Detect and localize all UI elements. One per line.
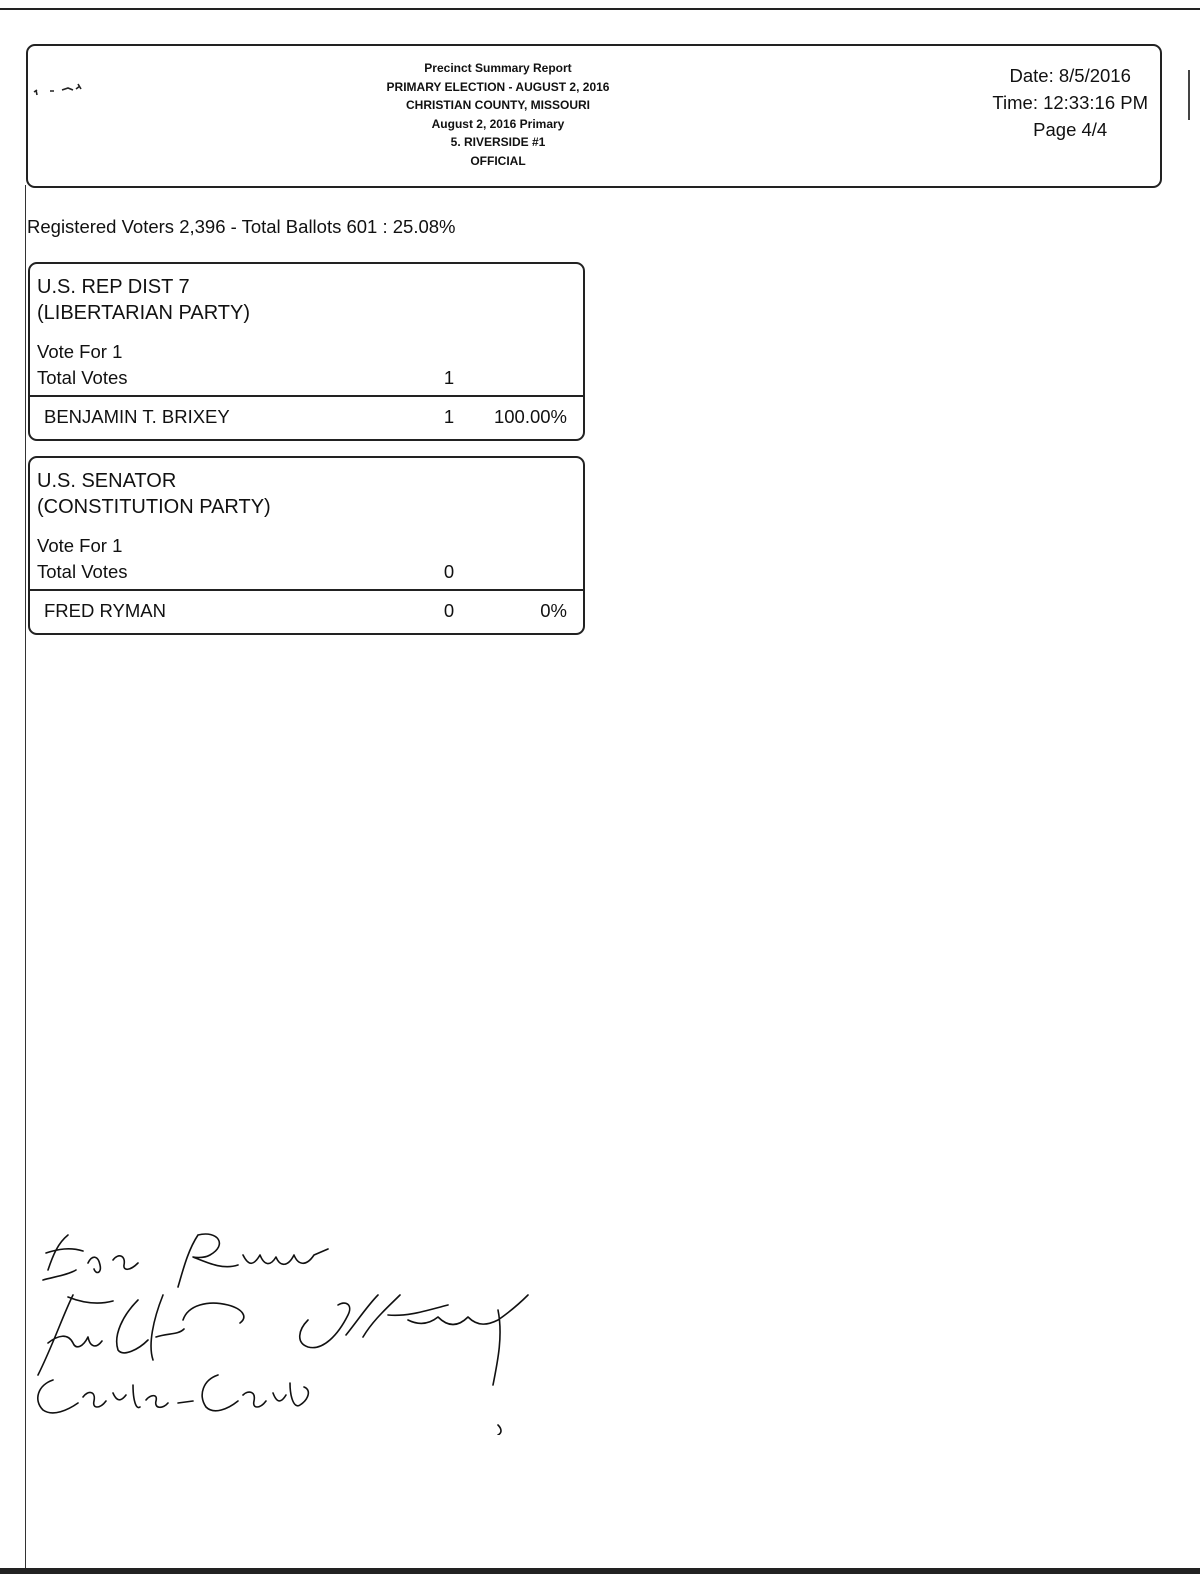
race-party: (LIBERTARIAN PARTY) (37, 302, 251, 324)
race-title (37, 468, 271, 520)
candidate-name: FRED RYMAN (44, 600, 166, 621)
race-box-us-senator (28, 456, 585, 635)
scan-edge-top (0, 8, 1200, 10)
race-office: U.S. REP DIST 7 (37, 276, 190, 298)
race-box-us-rep-dist-7 (28, 262, 585, 441)
scan-edge-right (1188, 70, 1190, 120)
total-votes-label: Total Votes (37, 561, 128, 582)
total-votes-value: 1 (443, 367, 455, 388)
signature-1b (178, 1234, 328, 1287)
candidate-name: BENJAMIN T. BRIXEY (44, 406, 230, 427)
election-name: PRIMARY ELECTION - AUGUST 2, 2016 (386, 79, 610, 94)
race-title (37, 274, 250, 326)
vote-for-label: Vote For 1 (37, 341, 123, 362)
scan-edge-left (25, 185, 26, 1570)
report-heading (328, 59, 668, 170)
report-header (26, 44, 1162, 188)
vote-for-label: Vote For 1 (37, 535, 123, 556)
candidate-votes: 1 (443, 406, 455, 427)
race-office: U.S. SENATOR (37, 470, 177, 492)
page-number: Page 4/4 (1033, 119, 1108, 140)
county-name: CHRISTIAN COUNTY, MISSOURI (405, 98, 590, 112)
divider (30, 395, 583, 397)
election-date: August 2, 2016 Primary (431, 116, 565, 131)
signature-3 (300, 1295, 528, 1385)
candidate-percent: 0% (540, 600, 567, 621)
signature-mark (498, 1425, 501, 1435)
total-votes-value: 0 (443, 561, 455, 582)
official-label: OFFICIAL (470, 153, 526, 168)
report-type: Precinct Summary Report (424, 61, 572, 75)
scan-edge-bottom (0, 1568, 1200, 1574)
candidate-votes: 0 (443, 600, 455, 621)
handwritten-signatures (28, 1225, 548, 1435)
report-meta (992, 62, 1148, 143)
race-party: (CONSTITUTION PARTY) (37, 496, 271, 518)
signature-4 (38, 1375, 309, 1413)
total-votes-label: Total Votes (37, 367, 128, 388)
signature-1 (43, 1235, 138, 1280)
turnout-summary: Registered Voters 2,396 - Total Ballots 601 : 25.08% (27, 216, 456, 237)
report-date: Date: 8/5/2016 (1009, 65, 1131, 86)
signature-2 (38, 1295, 244, 1375)
report-time: Time: 12:33:16 PM (992, 92, 1148, 113)
stray-mark-icon (32, 80, 102, 100)
candidate-percent: 100.00% (493, 406, 567, 427)
divider (30, 589, 583, 591)
precinct-name: 5. RIVERSIDE #1 (450, 135, 546, 149)
